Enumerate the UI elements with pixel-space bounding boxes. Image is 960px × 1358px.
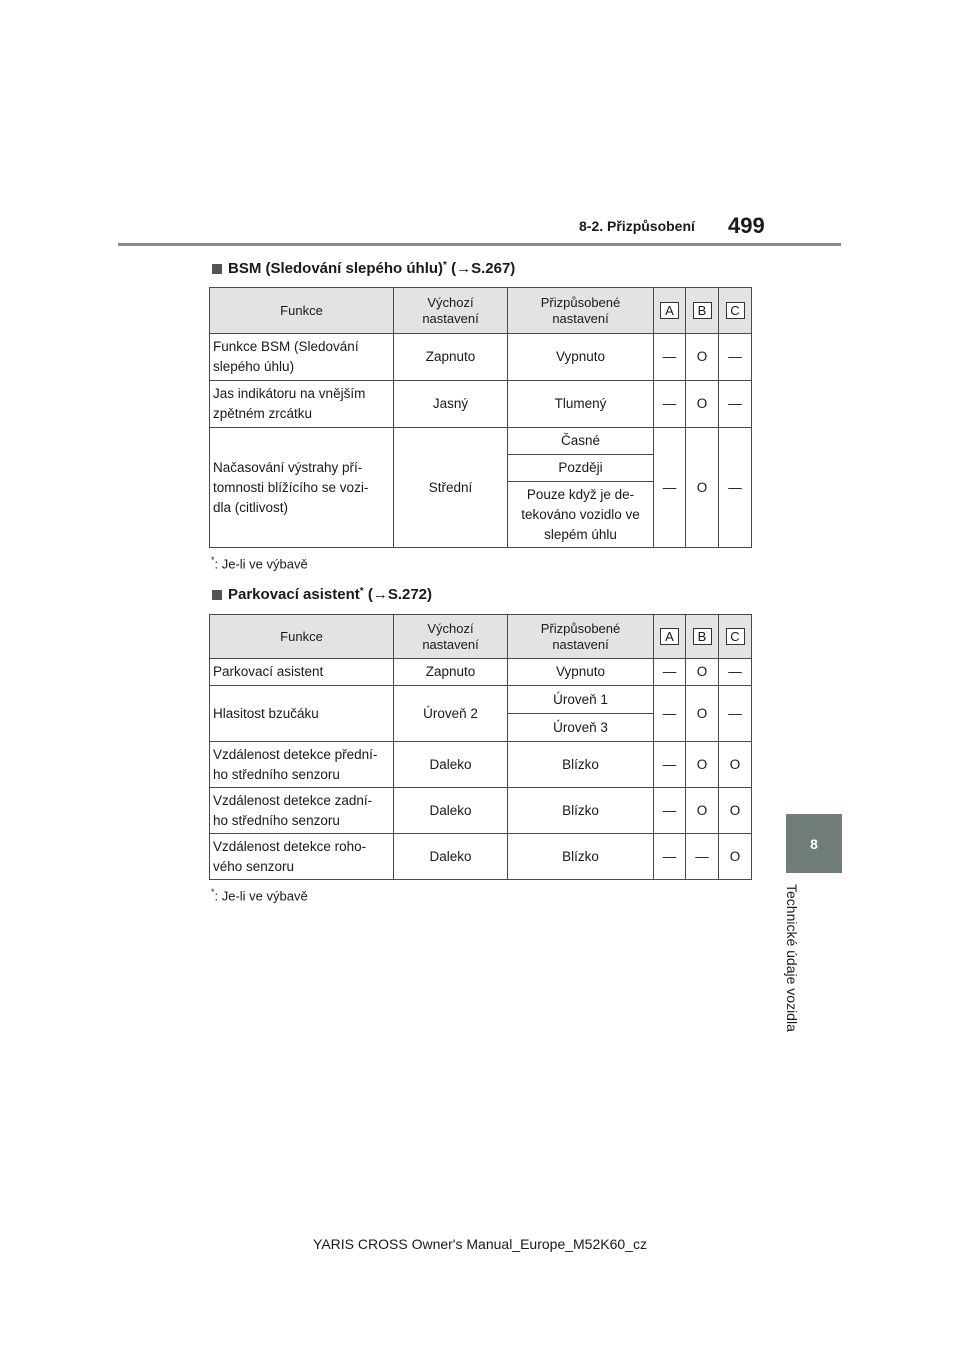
col-a: A xyxy=(654,615,686,659)
b-cell: O xyxy=(686,659,719,686)
table-row xyxy=(210,659,752,686)
park-footnote: *: Je-li ve výbavě xyxy=(211,887,308,904)
col-default: Výchozí nastavení xyxy=(394,615,508,659)
heading-square-icon xyxy=(212,590,222,600)
c-cell: O xyxy=(719,742,752,788)
function-cell: Hlasitost bzučáku xyxy=(210,686,394,742)
table-row xyxy=(210,334,752,381)
a-cell: — xyxy=(654,742,686,788)
default-cell: Úroveň 2 xyxy=(394,686,508,742)
a-cell: — xyxy=(654,788,686,834)
default-cell: Daleko xyxy=(394,742,508,788)
custom-cell: Blízko xyxy=(508,742,654,788)
function-cell: Vzdálenost detekce zadní- ho středního senzoru xyxy=(210,788,394,834)
col-function: Funkce xyxy=(210,288,394,334)
bsm-heading xyxy=(212,260,515,277)
default-cell: Daleko xyxy=(394,834,508,880)
function-cell: Funkce BSM (Sledování slepého úhlu) xyxy=(210,334,394,381)
chapter-side-label-text: Technické údaje vozidla xyxy=(784,884,800,1032)
custom-cell: Blízko xyxy=(508,788,654,834)
header-rule xyxy=(118,243,841,246)
table-header-row xyxy=(210,288,752,334)
chapter-side-label xyxy=(784,884,806,1054)
col-a: A xyxy=(654,288,686,334)
col-c: C xyxy=(719,615,752,659)
custom-cell: Úroveň 3 xyxy=(508,714,654,742)
col-custom: Přizpůsobené nastavení xyxy=(508,615,654,659)
b-cell: O xyxy=(686,686,719,742)
bsm-title: BSM (Sledování slepého úhlu) xyxy=(228,260,444,277)
bsm-table xyxy=(209,287,752,548)
a-cell: — xyxy=(654,428,686,548)
c-cell: — xyxy=(719,659,752,686)
table-row xyxy=(210,686,752,714)
c-cell: — xyxy=(719,334,752,381)
c-cell: O xyxy=(719,834,752,880)
custom-cell: Vypnuto xyxy=(508,659,654,686)
page-footer: YARIS CROSS Owner's Manual_Europe_M52K60_cz xyxy=(313,1236,647,1252)
a-cell: — xyxy=(654,686,686,742)
col-b: B xyxy=(686,615,719,659)
custom-cell: Později xyxy=(508,455,654,482)
default-cell: Zapnuto xyxy=(394,334,508,381)
function-cell: Parkovací asistent xyxy=(210,659,394,686)
b-cell: O xyxy=(686,381,719,428)
bsm-title-star: * xyxy=(443,260,447,271)
function-cell: Jas indikátoru na vnějším zpětném zrcátku xyxy=(210,381,394,428)
b-cell: O xyxy=(686,788,719,834)
table-header-row xyxy=(210,615,752,659)
table-row xyxy=(210,381,752,428)
table-row xyxy=(210,742,752,788)
b-cell: — xyxy=(686,834,719,880)
park-ref: (→S.272) xyxy=(367,586,433,603)
custom-cell: Pouze když je de- tekováno vozidlo ve slepém úhlu xyxy=(508,482,654,548)
chapter-tab xyxy=(786,814,842,873)
b-cell: O xyxy=(686,742,719,788)
table-row xyxy=(210,788,752,834)
function-cell: Vzdálenost detekce přední- ho středního senzoru xyxy=(210,742,394,788)
default-cell: Střední xyxy=(394,428,508,548)
table-row xyxy=(210,428,752,455)
col-b: B xyxy=(686,288,719,334)
a-cell: — xyxy=(654,659,686,686)
c-cell: O xyxy=(719,788,752,834)
col-default: Výchozí nastavení xyxy=(394,288,508,334)
bsm-ref: (→S.267) xyxy=(451,260,516,277)
col-custom: Přizpůsobené nastavení xyxy=(508,288,654,334)
table-row xyxy=(210,834,752,880)
col-function: Funkce xyxy=(210,615,394,659)
a-cell: — xyxy=(654,334,686,381)
c-cell: — xyxy=(719,428,752,548)
a-cell: — xyxy=(654,834,686,880)
c-cell: — xyxy=(719,686,752,742)
custom-cell: Tlumený xyxy=(508,381,654,428)
custom-cell: Blízko xyxy=(508,834,654,880)
park-title-star: * xyxy=(359,586,364,597)
a-cell: — xyxy=(654,381,686,428)
function-cell: Načasování výstrahy pří- tomnosti blížícího se vozi- dla (citlivost) xyxy=(210,428,394,548)
bsm-footnote: *: Je-li ve výbavě xyxy=(211,555,308,572)
chapter-number: 8 xyxy=(810,835,818,852)
heading-square-icon xyxy=(212,264,222,274)
default-cell: Zapnuto xyxy=(394,659,508,686)
col-c: C xyxy=(719,288,752,334)
default-cell: Daleko xyxy=(394,788,508,834)
park-table xyxy=(209,614,752,880)
custom-cell: Úroveň 1 xyxy=(508,686,654,714)
custom-cell: Časné xyxy=(508,428,654,455)
section-title: 8-2. Přizpůsobení xyxy=(579,218,695,234)
b-cell: O xyxy=(686,428,719,548)
page-number: 499 xyxy=(728,213,765,238)
custom-cell: Vypnuto xyxy=(508,334,654,381)
c-cell: — xyxy=(719,381,752,428)
function-cell: Vzdálenost detekce roho- vého senzoru xyxy=(210,834,394,880)
b-cell: O xyxy=(686,334,719,381)
park-heading xyxy=(212,586,432,603)
default-cell: Jasný xyxy=(394,381,508,428)
park-title: Parkovací asistent xyxy=(228,586,360,603)
